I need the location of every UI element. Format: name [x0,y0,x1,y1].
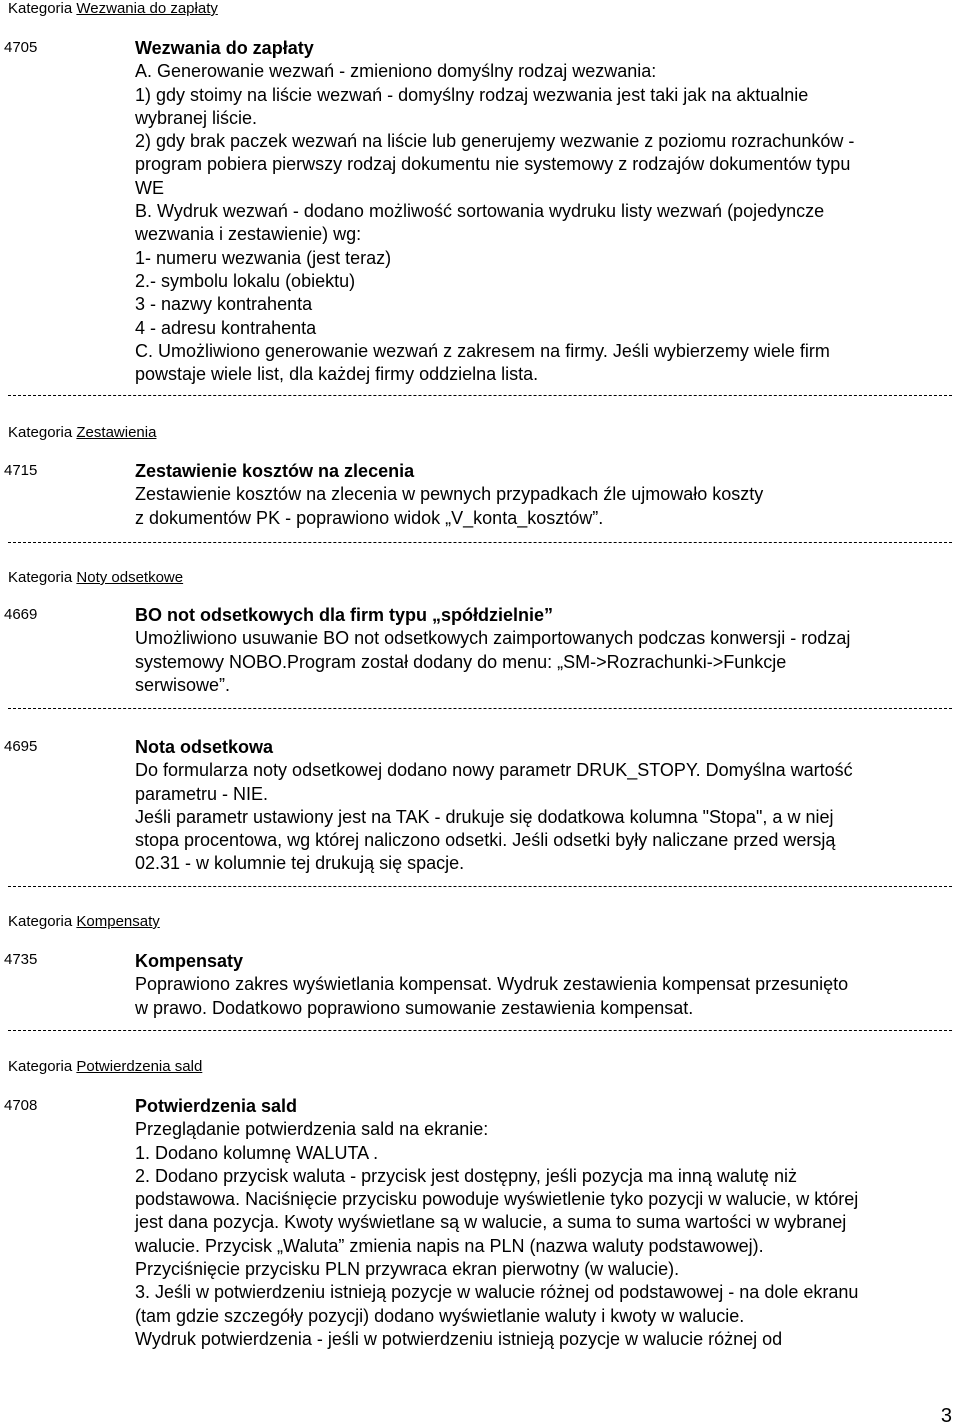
entry-line: Poprawiono zakres wyświetlania kompensat. Wydruk zestawienia kompensat przesunięto [135,974,849,995]
entry-line: 2. Dodano przycisk waluta - przycisk jest dostępny, jeśli pozycja ma inną walutę niż [135,1165,797,1186]
entry-line: Przeglądanie potwierdzenia sald na ekranie: [135,1119,489,1140]
category-link[interactable]: Potwierdzenia sald [76,1058,203,1075]
entry [135,460,957,530]
separator [8,395,952,396]
category-header [8,0,218,18]
entry-number: 4695 [4,738,38,755]
entry-line: 2) gdy brak paczek wezwań na liście lub generujemy wezwanie z poziomu rozrachunków - [135,131,855,152]
entry-line: A. Generowanie wezwań - zmieniono domyślny rodzaj wezwania: [135,61,657,82]
category-prefix: Kategoria [8,569,73,586]
entry-line: 1) gdy stoimy na liście wezwań - domyślny rodzaj wezwania jest taki jak na aktualnie [135,84,809,105]
category-link[interactable]: Wezwania do zapłaty [76,0,218,17]
entry-line: WE [135,177,164,198]
entry [135,37,957,386]
entry-line: powstaje wiele list, dla każdej firmy oddzielna lista. [135,364,539,385]
entry-number: 4705 [4,39,38,56]
entry-line: Wydruk potwierdzenia - jeśli w potwierdzeniu istnieją pozycje w walucie różnej od [135,1328,783,1349]
entry-number: 4715 [4,462,38,479]
entry-number: 4669 [4,606,38,623]
entry-line: 1- numeru wezwania (jest teraz) [135,247,392,268]
entry-line: serwisowe”. [135,674,231,695]
category-header [8,913,160,931]
category-link[interactable]: Noty odsetkowe [76,569,184,586]
entry-line: Przyciśnięcie przycisku PLN przywraca ekran pierwotny (w walucie). [135,1259,680,1280]
entry-line: walucie. Przycisk „Waluta” zmienia napis na PLN (nazwa waluty podstawowej). [135,1235,764,1256]
entry-line: z dokumentów PK - poprawiono widok „V_konta_kosztów”. [135,507,604,528]
entry-line: 2.- symbolu lokalu (obiektu) [135,270,356,291]
category-prefix: Kategoria [8,913,73,930]
category-prefix: Kategoria [8,424,73,441]
category-header [8,424,156,442]
entry-title: Kompensaty [135,951,244,971]
category-link[interactable]: Zestawienia [76,424,157,441]
separator [8,1030,952,1031]
entry-title: Zestawienie kosztów na zlecenia [135,461,415,481]
entry-title: BO not odsetkowych dla firm typu „spółdzielnie” [135,605,554,625]
entry-number: 4735 [4,951,38,968]
entry-line: 3. Jeśli w potwierdzeniu istnieją pozycje w walucie różnej od podstawowej - na dole ekranu [135,1282,859,1303]
entry-line: jest dana pozycja. Kwoty wyświetlane są w walucie, a suma to suma wartości w wybranej [135,1212,847,1233]
entry-line: systemowy NOBO.Program został dodany do menu: „SM->Rozrachunki->Funkcje [135,651,787,672]
entry-number: 4708 [4,1097,38,1114]
category-prefix: Kategoria [8,1058,73,1075]
entry-line: 02.31 - w kolumnie tej drukują się spacje. [135,853,465,874]
entry-line: podstawowa. Naciśnięcie przycisku powoduje wyświetlenie tyko pozycji w walucie, w której [135,1189,859,1210]
entry-line: parametru - NIE. [135,783,269,804]
entry-title: Wezwania do zapłaty [135,38,314,58]
entry [135,736,957,876]
category-header [8,569,183,587]
entry-line: 1. Dodano kolumnę WALUTA . [135,1142,379,1163]
entry-line: 3 - nazwy kontrahenta [135,294,313,315]
entry-line: Jeśli parametr ustawiony jest na TAK - drukuje się dodatkowa kolumna "Stopa", a w niej [135,806,834,827]
entry-line: Umożliwiono usuwanie BO not odsetkowych zaimportowanych podczas konwersji - rodzaj [135,628,851,649]
entry [135,1095,957,1351]
entry-line: Zestawienie kosztów na zlecenia w pewnych przypadkach źle ujmowało koszty [135,484,764,505]
category-prefix: Kategoria [8,0,73,17]
entry-line: 4 - adresu kontrahenta [135,317,317,338]
entry-line: program pobiera pierwszy rodzaj dokumentu nie systemowy z rodzajów dokumentów typu [135,154,851,175]
entry-line: C. Umożliwiono generowanie wezwań z zakresem na firmy. Jeśli wybierzemy wiele firm [135,340,830,361]
entry-line: w prawo. Dodatkowo poprawiono sumowanie zestawienia kompensat. [135,997,694,1018]
entry-line: Do formularza noty odsetkowej dodano nowy parametr DRUK_STOPY. Domyślna wartość [135,760,853,781]
entry-line: stopa procentowa, wg której naliczono odsetki. Jeśli odsetki były naliczane przed wersją [135,830,836,851]
entry-line: B. Wydruk wezwań - dodano możliwość sortowania wydruku listy wezwań (pojedyncze [135,201,825,222]
category-header [8,1058,202,1076]
entry-title: Potwierdzenia sald [135,1096,298,1116]
separator [8,886,952,887]
category-link[interactable]: Kompensaty [76,913,160,930]
page-number: 3 [940,1405,952,1427]
entry [135,604,957,697]
entry-line: wybranej liście. [135,107,258,128]
entry-line: (tam gdzie szczegóły pozycji) dodano wyświetlanie waluty i kwoty w walucie. [135,1305,745,1326]
entry-title: Nota odsetkowa [135,737,274,757]
entry [135,950,957,1020]
separator [8,542,952,543]
separator [8,708,952,709]
entry-line: wezwania i zestawienie) wg: [135,224,362,245]
